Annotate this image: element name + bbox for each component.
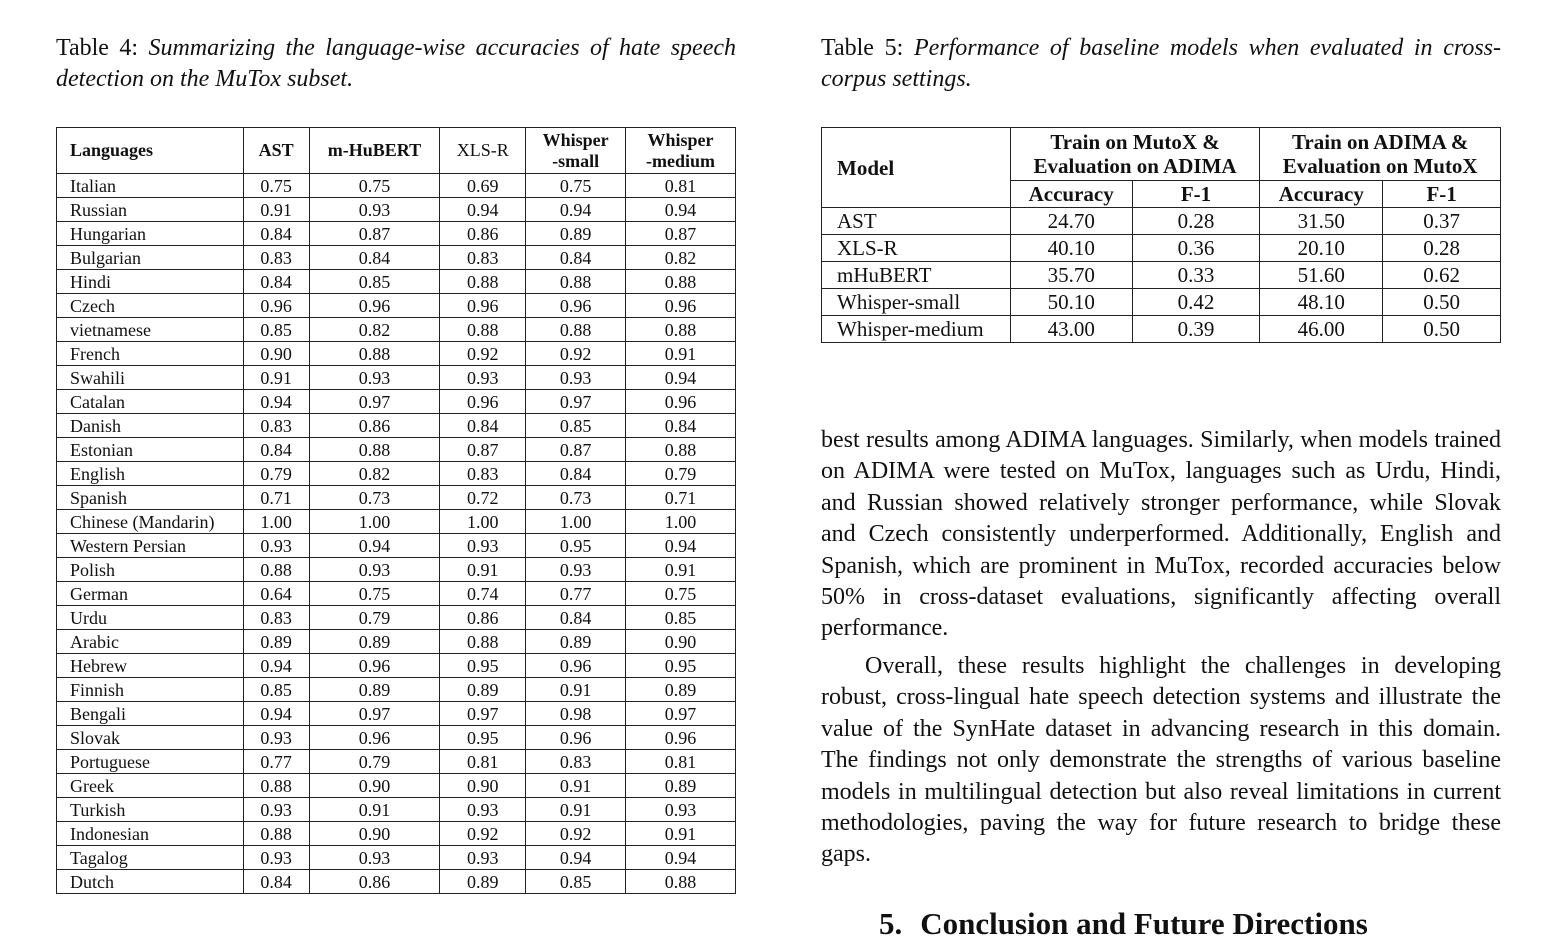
value-cell: 0.96 — [243, 294, 309, 318]
table-row — [57, 294, 736, 318]
value-cell: 0.96 — [526, 726, 626, 750]
header-whisper-small-line1: Whisper — [542, 129, 609, 150]
table-row — [57, 366, 736, 390]
value-cell: 0.75 — [243, 174, 309, 198]
value-cell: 0.84 — [626, 414, 736, 438]
row-label-cell: Greek — [57, 774, 244, 798]
value-cell: 0.97 — [626, 702, 736, 726]
row-label-cell: Spanish — [57, 486, 244, 510]
value-cell: 0.75 — [309, 582, 440, 606]
value-cell: 0.36 — [1132, 235, 1260, 262]
row-label-cell: Italian — [57, 174, 244, 198]
row-label-cell: XLS-R — [822, 235, 1011, 262]
value-cell: 0.87 — [526, 438, 626, 462]
value-cell: 0.83 — [243, 606, 309, 630]
value-cell: 0.92 — [526, 822, 626, 846]
value-cell: 0.85 — [526, 414, 626, 438]
value-cell: 0.79 — [309, 750, 440, 774]
value-cell: 1.00 — [440, 510, 526, 534]
value-cell: 0.95 — [440, 726, 526, 750]
value-cell: 0.81 — [626, 750, 736, 774]
value-cell: 0.86 — [440, 606, 526, 630]
value-cell: 0.90 — [309, 774, 440, 798]
header-languages: Languages — [57, 128, 244, 174]
value-cell: 0.96 — [626, 726, 736, 750]
value-cell: 31.50 — [1260, 208, 1383, 235]
value-cell: 51.60 — [1260, 262, 1383, 289]
header-whisper-medium — [626, 128, 736, 174]
value-cell: 0.79 — [626, 462, 736, 486]
table-row — [57, 822, 736, 846]
header-whisper-small — [526, 128, 626, 174]
value-cell: 0.86 — [309, 414, 440, 438]
table-row — [57, 342, 736, 366]
value-cell: 0.96 — [626, 294, 736, 318]
value-cell: 0.88 — [309, 342, 440, 366]
section-number: 5. — [879, 906, 903, 941]
value-cell: 0.93 — [243, 726, 309, 750]
value-cell: 0.88 — [309, 438, 440, 462]
value-cell: 0.94 — [626, 534, 736, 558]
row-label-cell: mHuBERT — [822, 262, 1011, 289]
value-cell: 0.92 — [440, 342, 526, 366]
value-cell: 35.70 — [1010, 262, 1132, 289]
value-cell: 0.88 — [526, 318, 626, 342]
value-cell: 1.00 — [526, 510, 626, 534]
value-cell: 48.10 — [1260, 289, 1383, 316]
value-cell: 0.93 — [243, 534, 309, 558]
header-whisper-medium-line1: Whisper — [647, 129, 714, 150]
value-cell: 0.97 — [309, 702, 440, 726]
value-cell: 0.97 — [526, 390, 626, 414]
section-heading — [879, 906, 1368, 942]
table-row — [57, 558, 736, 582]
value-cell: 0.88 — [440, 318, 526, 342]
value-cell: 0.91 — [526, 774, 626, 798]
value-cell: 0.93 — [309, 558, 440, 582]
row-label-cell: Western Persian — [57, 534, 244, 558]
value-cell: 0.85 — [243, 318, 309, 342]
value-cell: 0.79 — [309, 606, 440, 630]
table-row — [57, 438, 736, 462]
value-cell: 0.88 — [440, 270, 526, 294]
value-cell: 1.00 — [243, 510, 309, 534]
table-row — [57, 606, 736, 630]
table4-caption-text: Summarizing the language-wise accuracies of hate speech detection on the MuTox subset. — [56, 35, 737, 92]
header-accuracy-2: Accuracy — [1260, 181, 1383, 208]
row-label-cell: Estonian — [57, 438, 244, 462]
value-cell: 0.83 — [243, 414, 309, 438]
row-label-cell: Czech — [57, 294, 244, 318]
value-cell: 1.00 — [309, 510, 440, 534]
table-row — [57, 534, 736, 558]
table-row — [57, 318, 736, 342]
value-cell: 0.93 — [243, 846, 309, 870]
value-cell: 0.85 — [309, 270, 440, 294]
table4-body — [57, 174, 736, 894]
value-cell: 0.64 — [243, 582, 309, 606]
row-label-cell: Hebrew — [57, 654, 244, 678]
value-cell: 0.77 — [243, 750, 309, 774]
value-cell: 43.00 — [1010, 316, 1132, 343]
table-row — [57, 630, 736, 654]
row-label-cell: Hindi — [57, 270, 244, 294]
value-cell: 0.93 — [440, 846, 526, 870]
value-cell: 0.77 — [526, 582, 626, 606]
header-group1-line1: Train on MutoX & — [1050, 130, 1220, 154]
table-row — [57, 798, 736, 822]
value-cell: 0.91 — [526, 678, 626, 702]
value-cell: 0.93 — [309, 198, 440, 222]
value-cell: 0.82 — [309, 462, 440, 486]
value-cell: 0.98 — [526, 702, 626, 726]
header-group1-line2: Evaluation on ADIMA — [1033, 154, 1237, 178]
value-cell: 0.93 — [626, 798, 736, 822]
table4-header-row — [57, 128, 736, 174]
value-cell: 0.93 — [440, 798, 526, 822]
value-cell: 0.88 — [626, 870, 736, 894]
row-label-cell: Portuguese — [57, 750, 244, 774]
value-cell: 0.96 — [309, 294, 440, 318]
value-cell: 0.88 — [626, 270, 736, 294]
table-row — [57, 870, 736, 894]
value-cell: 0.85 — [626, 606, 736, 630]
table5-caption-text: Performance of baseline models when evaluated in cross-corpus settings. — [821, 35, 1501, 92]
table-row — [822, 289, 1501, 316]
value-cell: 50.10 — [1010, 289, 1132, 316]
value-cell: 0.85 — [526, 870, 626, 894]
value-cell: 0.88 — [243, 822, 309, 846]
table-row — [57, 390, 736, 414]
table5-cross-corpus — [821, 127, 1501, 343]
table-row — [822, 316, 1501, 343]
value-cell: 0.95 — [526, 534, 626, 558]
value-cell: 0.86 — [309, 870, 440, 894]
value-cell: 0.84 — [243, 438, 309, 462]
row-label-cell: Indonesian — [57, 822, 244, 846]
header-ast: AST — [243, 128, 309, 174]
row-label-cell: German — [57, 582, 244, 606]
value-cell: 0.91 — [243, 198, 309, 222]
value-cell: 0.85 — [243, 678, 309, 702]
value-cell: 0.90 — [243, 342, 309, 366]
value-cell: 0.83 — [440, 246, 526, 270]
value-cell: 0.94 — [526, 198, 626, 222]
value-cell: 0.75 — [526, 174, 626, 198]
table5-caption — [821, 33, 1501, 95]
row-label-cell: Slovak — [57, 726, 244, 750]
row-label-cell: Hungarian — [57, 222, 244, 246]
value-cell: 40.10 — [1010, 235, 1132, 262]
value-cell: 0.89 — [526, 222, 626, 246]
value-cell: 0.94 — [626, 366, 736, 390]
table-row — [57, 750, 736, 774]
value-cell: 0.96 — [440, 390, 526, 414]
value-cell: 0.82 — [626, 246, 736, 270]
value-cell: 0.96 — [626, 390, 736, 414]
value-cell: 0.87 — [626, 222, 736, 246]
value-cell: 0.84 — [526, 462, 626, 486]
value-cell: 0.96 — [526, 294, 626, 318]
value-cell: 0.89 — [626, 678, 736, 702]
value-cell: 0.89 — [440, 870, 526, 894]
value-cell: 0.96 — [309, 726, 440, 750]
value-cell: 0.94 — [243, 702, 309, 726]
row-label-cell: Dutch — [57, 870, 244, 894]
row-label-cell: Whisper-medium — [822, 316, 1011, 343]
row-label-cell: French — [57, 342, 244, 366]
row-label-cell: Urdu — [57, 606, 244, 630]
value-cell: 0.93 — [243, 798, 309, 822]
value-cell: 0.89 — [440, 678, 526, 702]
value-cell: 0.86 — [440, 222, 526, 246]
value-cell: 0.88 — [626, 438, 736, 462]
value-cell: 0.83 — [440, 462, 526, 486]
value-cell: 0.74 — [440, 582, 526, 606]
table-row — [822, 262, 1501, 289]
row-label-cell: Bengali — [57, 702, 244, 726]
row-label-cell: Catalan — [57, 390, 244, 414]
table-row — [57, 486, 736, 510]
value-cell: 24.70 — [1010, 208, 1132, 235]
value-cell: 0.90 — [309, 822, 440, 846]
row-label-cell: Whisper-small — [822, 289, 1011, 316]
value-cell: 0.84 — [243, 222, 309, 246]
value-cell: 0.94 — [626, 846, 736, 870]
table-row — [57, 174, 736, 198]
row-label-cell: Turkish — [57, 798, 244, 822]
header-whisper-medium-line2: -medium — [646, 150, 716, 171]
value-cell: 0.94 — [243, 390, 309, 414]
row-label-cell: AST — [822, 208, 1011, 235]
value-cell: 0.93 — [440, 534, 526, 558]
header-xlsr: XLS-R — [440, 128, 526, 174]
value-cell: 0.50 — [1383, 316, 1501, 343]
header-group2-line1: Train on ADIMA & — [1291, 130, 1469, 154]
value-cell: 0.91 — [626, 822, 736, 846]
value-cell: 0.91 — [440, 558, 526, 582]
value-cell: 0.72 — [440, 486, 526, 510]
table4-language-accuracies — [56, 127, 736, 894]
value-cell: 0.97 — [440, 702, 526, 726]
value-cell: 0.89 — [626, 774, 736, 798]
value-cell: 0.94 — [309, 534, 440, 558]
value-cell: 0.83 — [243, 246, 309, 270]
value-cell: 0.84 — [243, 270, 309, 294]
value-cell: 46.00 — [1260, 316, 1383, 343]
value-cell: 0.95 — [440, 654, 526, 678]
header-mhubert: m-HuBERT — [309, 128, 440, 174]
row-label-cell: Chinese (Mandarin) — [57, 510, 244, 534]
table-row — [57, 462, 736, 486]
value-cell: 0.89 — [526, 630, 626, 654]
value-cell: 0.75 — [626, 582, 736, 606]
value-cell: 0.73 — [526, 486, 626, 510]
value-cell: 0.88 — [243, 774, 309, 798]
value-cell: 0.94 — [243, 654, 309, 678]
table-row — [57, 774, 736, 798]
row-label-cell: Polish — [57, 558, 244, 582]
value-cell: 0.28 — [1383, 235, 1501, 262]
table-row — [57, 582, 736, 606]
value-cell: 0.91 — [626, 558, 736, 582]
value-cell: 0.92 — [440, 822, 526, 846]
table-row — [57, 198, 736, 222]
value-cell: 0.82 — [309, 318, 440, 342]
value-cell: 0.93 — [526, 558, 626, 582]
body-paragraph-2: Overall, these results highlight the challenges in developing robust, cross-lingual hate speech detection systems and illustrate the value of the SynHate dataset in advancing research in this domain. The findings not only demonstrate the strengths of various baseline models in multilingual detection but also reveal limitations in current methodologies, paving the way for future research to bridge these gaps. — [821, 653, 1501, 868]
value-cell: 0.94 — [526, 846, 626, 870]
value-cell: 0.81 — [626, 174, 736, 198]
table-row — [822, 235, 1501, 262]
row-label-cell: English — [57, 462, 244, 486]
body-paragraph-1: best results among ADIMA languages. Similarly, when models trained on ADIMA were tested on MuTox, languages such as Urdu, Hindi, and Russian showed relatively stronger performance, while Slovak and Czech consistently underperformed. Additionally, English and Spanish, which are prominent in MuTox, recorded accuracies below 50% in cross-dataset evaluations, significantly affecting overall performance. — [821, 427, 1501, 642]
value-cell: 0.93 — [440, 366, 526, 390]
table-row — [57, 414, 736, 438]
value-cell: 0.90 — [626, 630, 736, 654]
value-cell: 0.91 — [526, 798, 626, 822]
table-row — [57, 846, 736, 870]
value-cell: 0.96 — [309, 654, 440, 678]
row-label-cell: Tagalog — [57, 846, 244, 870]
table5-header-row-1 — [822, 128, 1501, 181]
value-cell: 0.84 — [243, 870, 309, 894]
row-label-cell: Bulgarian — [57, 246, 244, 270]
section-title: Conclusion and Future Directions — [920, 906, 1368, 941]
value-cell: 0.93 — [526, 366, 626, 390]
value-cell: 0.97 — [309, 390, 440, 414]
value-cell: 0.84 — [309, 246, 440, 270]
table5-body — [822, 208, 1501, 343]
value-cell: 0.87 — [440, 438, 526, 462]
table-row — [57, 678, 736, 702]
table-row — [57, 654, 736, 678]
table-row — [57, 270, 736, 294]
row-label-cell: Russian — [57, 198, 244, 222]
value-cell: 0.88 — [243, 558, 309, 582]
value-cell: 1.00 — [626, 510, 736, 534]
header-train-mutox-eval-adima — [1010, 128, 1260, 181]
value-cell: 0.92 — [526, 342, 626, 366]
value-cell: 0.83 — [526, 750, 626, 774]
header-f1-1: F-1 — [1132, 181, 1260, 208]
value-cell: 0.94 — [440, 198, 526, 222]
header-accuracy-1: Accuracy — [1010, 181, 1132, 208]
value-cell: 0.91 — [243, 366, 309, 390]
value-cell: 0.42 — [1132, 289, 1260, 316]
table-row — [57, 702, 736, 726]
row-label-cell: Swahili — [57, 366, 244, 390]
table5-caption-label: Table 5: — [821, 35, 904, 61]
value-cell: 0.93 — [309, 846, 440, 870]
value-cell: 0.89 — [309, 630, 440, 654]
table-row — [57, 510, 736, 534]
value-cell: 0.84 — [526, 246, 626, 270]
value-cell: 0.96 — [440, 294, 526, 318]
value-cell: 0.75 — [309, 174, 440, 198]
value-cell: 0.81 — [440, 750, 526, 774]
value-cell: 0.62 — [1383, 262, 1501, 289]
header-train-adima-eval-mutox — [1260, 128, 1501, 181]
value-cell: 0.88 — [626, 318, 736, 342]
value-cell: 0.96 — [526, 654, 626, 678]
value-cell: 0.69 — [440, 174, 526, 198]
table-row — [57, 726, 736, 750]
value-cell: 0.89 — [309, 678, 440, 702]
row-label-cell: vietnamese — [57, 318, 244, 342]
value-cell: 0.84 — [526, 606, 626, 630]
header-model: Model — [822, 128, 1011, 208]
header-f1-2: F-1 — [1383, 181, 1501, 208]
value-cell: 0.71 — [626, 486, 736, 510]
value-cell: 0.87 — [309, 222, 440, 246]
value-cell: 0.71 — [243, 486, 309, 510]
value-cell: 0.93 — [309, 366, 440, 390]
value-cell: 0.89 — [243, 630, 309, 654]
table-row — [822, 208, 1501, 235]
header-group2-line2: Evaluation on MutoX — [1282, 154, 1478, 178]
value-cell: 20.10 — [1260, 235, 1383, 262]
header-whisper-small-line2: -small — [552, 150, 600, 171]
table4-caption — [56, 33, 736, 95]
table-row — [57, 222, 736, 246]
table4-caption-label: Table 4: — [56, 35, 139, 61]
value-cell: 0.88 — [440, 630, 526, 654]
table-row — [57, 246, 736, 270]
value-cell: 0.95 — [626, 654, 736, 678]
value-cell: 0.33 — [1132, 262, 1260, 289]
value-cell: 0.37 — [1383, 208, 1501, 235]
value-cell: 0.73 — [309, 486, 440, 510]
value-cell: 0.50 — [1383, 289, 1501, 316]
value-cell: 0.79 — [243, 462, 309, 486]
value-cell: 0.84 — [440, 414, 526, 438]
row-label-cell: Danish — [57, 414, 244, 438]
value-cell: 0.88 — [526, 270, 626, 294]
row-label-cell: Arabic — [57, 630, 244, 654]
value-cell: 0.39 — [1132, 316, 1260, 343]
value-cell: 0.90 — [440, 774, 526, 798]
value-cell: 0.94 — [626, 198, 736, 222]
value-cell: 0.91 — [626, 342, 736, 366]
value-cell: 0.28 — [1132, 208, 1260, 235]
row-label-cell: Finnish — [57, 678, 244, 702]
value-cell: 0.91 — [309, 798, 440, 822]
